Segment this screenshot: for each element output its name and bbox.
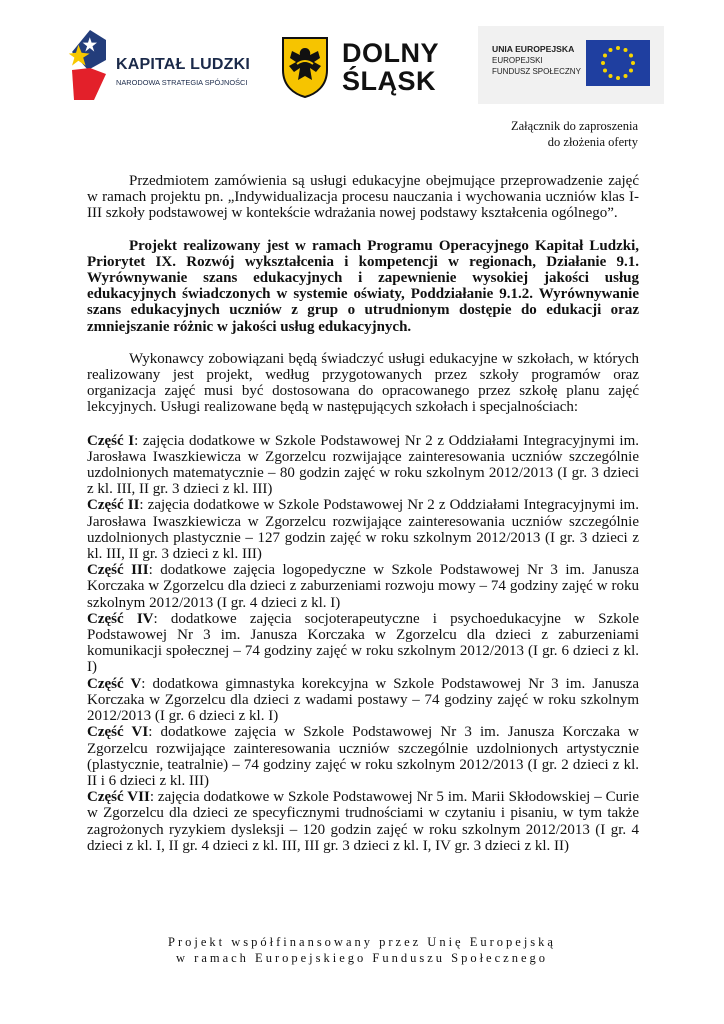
part-item <box>87 497 639 562</box>
dolny-slask-line2: ŚLĄSK <box>342 66 437 96</box>
annex-line1: Załącznik do zaproszenia <box>510 119 638 133</box>
part-item <box>87 611 639 676</box>
footer-line2: w ramach Europejskiego Funduszu Społecznego <box>176 951 548 965</box>
dolny-slask-line1: DOLNY <box>342 38 439 68</box>
annex-note <box>511 118 638 150</box>
document-body <box>87 173 639 854</box>
part-label: Część I <box>87 432 135 449</box>
part-label: Część II <box>87 497 140 514</box>
footer-line1: Projekt współfinansowany przez Unię Europejską <box>168 935 556 949</box>
unia-europejska-logo <box>478 26 664 104</box>
unia-line1: UNIA EUROPEJSKA <box>492 44 575 54</box>
part-item <box>87 433 639 498</box>
kapital-ludzki-subtitle: NARODOWA STRATEGIA SPÓJNOŚCI <box>116 78 248 87</box>
contractors-paragraph: Wykonawcy zobowiązani będą świadczyć usługi edukacyjne w szkołach, w których realizowany jest projekt, według przygotowanych przez szkoły programów oraz organizacja zajęć musi być dostosowana do opracowanego przez szkołę planu zajęć lekcyjnych. Usługi realizowane będą w następujących szkołach i specjalnościach: <box>87 350 639 416</box>
eagle-shield-icon <box>280 36 330 98</box>
part-item <box>87 789 639 854</box>
part-label: Część VI <box>87 724 149 741</box>
unia-text <box>492 44 581 77</box>
kapital-ludzki-title: KAPITAŁ LUDZKI <box>116 56 251 73</box>
part-item <box>87 562 639 611</box>
part-text: : dodatkowe zajęcia logopedyczne w Szkole Podstawowej Nr 3 im. Janusza Korczaka w Zgorzelcu dla dzieci z zaburzeniami rozwoju mowy – 74 godziny zajęć w roku szkolnym 2012/2013 (I gr. 4 dzieci z kl. I) <box>87 562 640 611</box>
part-label: Część VII <box>87 789 150 806</box>
parts-list <box>87 433 639 854</box>
unia-line2: EUROPEJSKI <box>492 56 543 65</box>
kapital-ludzki-emblem-icon <box>66 30 112 102</box>
part-label: Część IV <box>87 610 154 627</box>
part-label: Część V <box>87 675 142 692</box>
part-item <box>87 676 639 725</box>
kapital-ludzki-logo <box>66 30 266 102</box>
part-label: Część III <box>87 562 149 579</box>
part-text: : dodatkowe zajęcia w Szkole Podstawowej Nr 3 im. Janusza Korczaka w Zgorzelcu rozwijające zainteresowania uczniów szczególnie uzdolnionych artystycznie (plastycznie, teatralnie) – 74 godziny zajęć w roku szkolnym 2012/2013 (I gr. 2 dzieci z kl. II i 6 dzieci z kl. III) <box>87 724 639 789</box>
dolny-slask-logo <box>280 32 450 102</box>
program-paragraph: Projekt realizowany jest w ramach Programu Operacyjnego Kapitał Ludzki, Priorytet IX. Rozwój wykształcenia i kompetencji w regionach, Działanie 9.1. Wyrównywanie szans edukacyjnych i zapewnienie wysokiej jakości usług edukacyjnych świadczonych w systemie oświaty, Poddziałanie 9.1.2. Wyrównywanie szans edukacyjnych uczniów z grup o utrudnionym dostępie do edukacji oraz zmniejszanie różnic w jakości usług edukacyjnych. <box>87 237 639 335</box>
part-text: : dodatkowe zajęcia socjoterapeutyczne i psychoedukacyjne w Szkole Podstawowej Nr 3 im. Janusza Korczaka w Zgorzelcu dla dzieci z zaburzeniami komunikacji społecznej – 74 godziny zajęć w roku szkolnym 2012/2013 (I gr. 6 dzieci z kl. I) <box>87 610 639 676</box>
part-text: : dodatkowa gimnastyka korekcyjna w Szkole Podstawowej Nr 3 im. Janusza Korczaka w Zgorzelcu dla dzieci z wadami postawy – 74 godziny zajęć w roku szkolnym 2012/2013 (I gr. 6 dzieci z kl. I) <box>87 675 639 725</box>
eu-flag-icon <box>586 40 650 86</box>
annex-line2: do złożenia oferty <box>547 135 638 149</box>
footer <box>0 934 724 966</box>
intro-paragraph: Przedmiotem zamówienia są usługi edukacyjne obejmujące przeprowadzenie zajęć w ramach projektu pn. „Indywidualizacja procesu nauczania i wychowania uczniów klas I-III szkoły podstawowej w kontekście wdrażania nowej podstawy kształcenia ogólnego”. <box>87 173 639 222</box>
unia-line3: FUNDUSZ SPOŁECZNY <box>492 67 581 76</box>
part-item <box>87 724 639 789</box>
part-text: : zajęcia dodatkowe w Szkole Podstawowej Nr 2 z Oddziałami Integracyjnymi im. Jarosława Iwaszkiewicza w Zgorzelcu rozwijające zainteresowania uczniów szczególnie uzdolnionych plastycznie – 127 godzin zajęć w roku szkolnym 2012/2013 (I gr. 3 dzieci z kl. III, II gr. 3 dzieci z kl. III) <box>87 497 639 563</box>
logo-bar <box>66 24 666 106</box>
part-text: : zajęcia dodatkowe w Szkole Podstawowej Nr 5 im. Marii Skłodowskiej – Curie w Zgorzelcu dla dzieci ze specyficznymi trudnościami w czytaniu i pisaniu, w tym także zagrożonych ryzykiem dysleksji – 120 godzin zajęć w roku szkolnym 2012/2013 (I gr. 4 dzieci z kl. I, II gr. 4 dzieci z kl. III, III gr. 3 dzieci z kl. I, IV gr. 3 dzieci z kl. II) <box>87 789 639 854</box>
part-text: : zajęcia dodatkowe w Szkole Podstawowej Nr 2 z Oddziałami Integracyjnymi im. Jarosława Iwaszkiewicza w Zgorzelcu rozwijające zainteresowania uczniów szczególnie uzdolnionych matematycznie – 80 godzin zajęć w roku szkolnym 2012/2013 (I gr. 3 dzieci z kl. III, II gr. 3 dzieci z kl. III) <box>87 432 639 498</box>
